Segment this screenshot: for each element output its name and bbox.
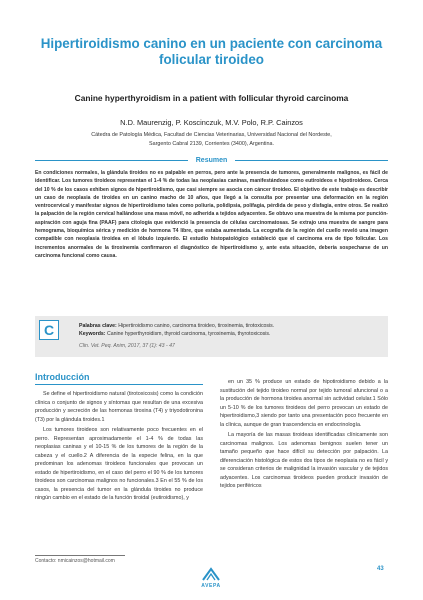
keywords-text (79, 322, 379, 350)
keywords-en-value: Canine hyperthyroidism, thyroid carcinoma, tyroxinemia, thyrotoxicosis. (106, 331, 271, 337)
article-title-line-1: Hipertiroidismo canino en un paciente con carcinoma (40, 36, 383, 51)
body-column-left (35, 390, 203, 505)
avepa-logo-icon (200, 567, 222, 583)
intro-left-paragraph-1: Se define el hipertiroidismo natural (tirotoxicosis) como la condición clínica o conjunto de signos y síntomas que resultan de una excesiva producción y secreción de las hormonas tiroxina (T4) y triyodotironina (T3) por la glándula tiroides.1 (35, 391, 203, 423)
abstract-text: En condiciones normales, la glándula tiroides no es palpable en perros, pero ante la presencia de tumores, generalmente malignos, es fácil de identificar. Los tumores tiroideos representan el 1-4 % de todas las neoplasias caninas, manifestándose como eutiroideos e hipotiroideos. Cerca del 10 % de los casos exhiben signos de hipertiroidismo, que casi siempre se asocia con cáncer tiroideo. El objetivo de este trabajo es describir un caso de neoplasia de tiroides en un canino macho de 10 años, que llegó a la consulta por presentar una deformación en la región ventrocervical y manifestar signos de hipertiroidismo tales como poliuria, polidipsia, polifagia, pérdida de peso y disfagia, entre otros. Se realizó la palpación de la región cervical hallándose una masa móvil, no adherida a tejidos adyacentes. Se obtuvo una muestra de la misma por punción-aspiración con aguja fina (PAAF) para citología que evidenció la presencia de células carcinomatosas. Se extrajo una muestra de sangre para hemograma, bioquímica sérica y medición de hormona T4 libre, que estaba aumentada. La ecografía de la región del cuello reveló una imagen compatible con neoplasia tiroidea en el lóbulo izquierdo. El estudio histopatológico estableció que el carcinoma era de tipo folicular. Los incrementos anormales de la tiroxinemia confirmaron el diagnóstico de hipertiroidismo y, ante esta situación, debería sospecharse de un carcinoma funcional como causa. (35, 170, 388, 259)
journal-c-badge: C (39, 320, 59, 340)
avepa-logo-text: AVEPA (201, 583, 221, 589)
keywords-es (79, 322, 379, 330)
intro-left-paragraph-2: Los tumores tiroideos son relativamente poco frecuentes en el perro. Representan aproximadamente el 1-4 % de todas las neoplasias caninas y el 10-15 % de los tumores de la región de la cabeza y el cuello.2 A diferencia de la especie felina, en la que predominan los adenomas tiroideos funcionales que provocan un estado de hipertiroidismo, en el caso del perro el 90 % de los tumores tiroideos son carcinomas malignos no funcionales.3 En el 55 % de los casos, la presencia del tumor en la glándula tiroides no produce ningún cambio en el estado de la función tiroidal (eutiroidismo), y (35, 427, 203, 501)
contact-rule (35, 555, 125, 556)
abstract-heading-bar (35, 157, 388, 164)
body-column-right (220, 378, 388, 493)
abstract-body (35, 169, 388, 260)
section-heading-rule (35, 384, 203, 385)
intro-right-paragraph-2: La mayoría de las masas tiroideas identificadas clínicamente son carcinomas malignos. Los adenomas benignos suelen tener un tamaño pequeño que hace difícil su detección por palpación. La diferenciación histológica de estos dos tipos de neoplasia no es fácil y se consideran criterios de malignidad la invasión vascular y de tejidos adyacentes. Los carcinomas tiroideos pueden producir invasión de tejidos periféricos (220, 432, 388, 489)
keywords-es-value: Hipertiroidismo canino, carcinoma tiroideo, tiroxinemia, tirotoxicosis. (118, 323, 275, 329)
keywords-en-label: Keywords: (79, 331, 106, 337)
page-number: 43 (377, 566, 384, 572)
english-title: Canine hyperthyroidism in a patient with follicular thyroid carcinoma (74, 93, 349, 103)
article-title-line-2: folicular tiroideo (159, 52, 264, 67)
keywords-en (79, 330, 379, 338)
avepa-logo (195, 567, 227, 589)
affiliation-line-1: Cátedra de Patología Médica, Facultad de Ciencias Veterinarias, Universidad Nacional del Nordeste, (91, 132, 332, 138)
affiliation-line-2: Sargento Cabral 2139, Corrientes (3400), Argentina. (149, 141, 274, 147)
intro-right-paragraph-1: en un 35 % produce un estado de hipotiroidismo debido a la sustitución del tejido tiroideo normal por tejido tumoral afuncional o a la producción de hormona tiroidea anormal sin actividad celular.1 Sólo un 5-10 % de los tumores tiroideos del perro provocan un estado de hipertiroidismo,3 siendo por tanto una presentación poco frecuente en la clínica, aunque de gran trascendencia en endocrinología. (220, 379, 388, 428)
keywords-es-label: Palabras clave: (79, 323, 117, 329)
abstract-rule-left (35, 160, 188, 161)
citation: Clin. Vet. Peq. Anim, 2017, 37 (1): 43 - 47 (79, 343, 175, 349)
section-heading-introduccion: Introducción (35, 372, 90, 382)
authors: N.D. Maurenzig, P. Koscinczuk, M.V. Polo, R.P. Cainzos (120, 118, 303, 127)
abstract-rule-right (235, 160, 388, 161)
affiliation (30, 131, 393, 149)
article-title (20, 36, 403, 68)
abstract-heading: Resumen (195, 157, 228, 164)
contact-email: Contacto: nmicainzos@hotmail.com (35, 558, 115, 564)
